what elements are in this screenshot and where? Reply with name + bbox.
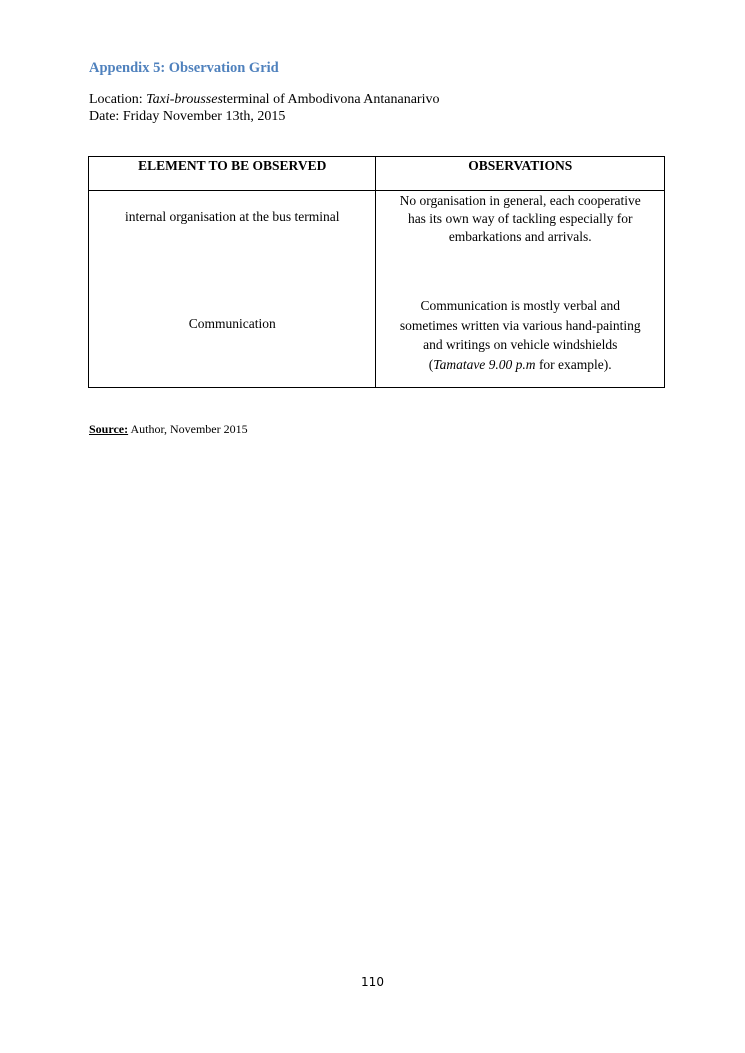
page-number: 110 [361,975,384,989]
observation-cell [376,191,665,388]
location-label: Location: [89,92,147,107]
header-element: ELEMENT TO BE OBSERVED [89,157,376,191]
date-line: Date: Friday November 13th, 2015 [89,109,286,124]
element-cell [89,191,376,388]
observation-meta [89,91,439,125]
observation-line: No organisation in general, each cooperative [399,193,641,208]
appendix-title: Appendix 5: Observation Grid [89,60,279,76]
table-header-row [89,157,665,191]
location-line [89,91,439,108]
observation-line: Communication is mostly verbal and [420,298,620,313]
table-row [89,191,665,388]
location-rest: terminal of Ambodivona Antananarivo [222,92,440,107]
observation-communication [382,296,658,374]
observation-line [382,355,658,375]
observation-line: sometimes written via various hand-painting [399,317,641,333]
element-internal-organisation: internal organisation at the bus terminal [124,209,340,224]
observation-line: and writings on vehicle windshields [423,337,618,352]
source-label: Source: [89,422,129,436]
observation-line: embarkations and arrivals. [448,229,592,244]
observation-close-text: for example). [535,356,612,372]
element-communication: Communication [188,316,276,331]
location-italic: Taxi-brousses [146,92,223,107]
source-text: Author, November 2015 [128,422,248,436]
observation-grid-table [88,156,665,388]
observation-open-paren: ( [428,356,434,372]
observation-line: has its own way of tackling especially for [407,211,633,226]
observation-italic-example: Tamatave 9.00 p.m [433,356,536,372]
header-observations: OBSERVATIONS [376,157,665,191]
source-note [89,422,248,437]
observation-internal-organisation [382,192,658,246]
